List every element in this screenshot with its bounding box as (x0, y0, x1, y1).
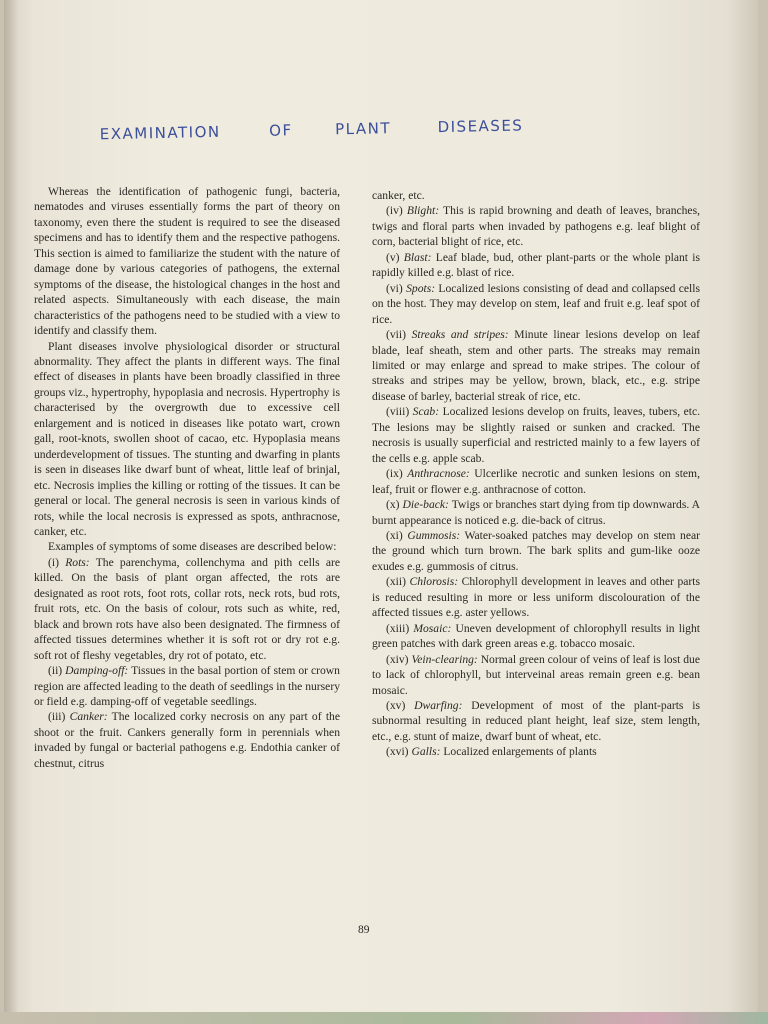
item-text: The localized corky necrosis on any part of the shoot or the fruit. Cankers generally form in perennials when invaded by fungal or bacterial pathogens e.g. Endothia canker of chestnut, citrus (34, 710, 340, 770)
symptom-canker (34, 709, 340, 771)
item-number: (iv) (386, 204, 403, 218)
item-number: (ix) (386, 467, 403, 481)
item-number: (xiii) (386, 621, 410, 635)
symptom-chlorosis (372, 574, 700, 620)
item-text: This is rapid browning and death of leaves, branches, twigs and floral parts when invaded by pathogens e.g. leaf blight of corn, bacterial blight of rice, etc. (372, 204, 700, 249)
book-page (4, 0, 758, 1024)
symptom-scab (372, 404, 700, 466)
item-term: Gummosis: (407, 528, 461, 542)
symptom-anthracnose (372, 466, 700, 497)
item-term: Anthracnose: (407, 467, 470, 481)
item-term: Mosaic: (413, 621, 452, 635)
left-column (34, 184, 340, 771)
item-text: Water-soaked patches may develop on stem near the ground which turn brown. The bark splits and gum-like ooze exudes e.g. gummosis of citrus. (372, 528, 700, 573)
item-term: Rots: (65, 555, 90, 569)
symptom-damping-off (34, 663, 340, 709)
item-term: Canker: (69, 710, 108, 724)
symptom-die-back (372, 497, 700, 528)
item-term: Chlorosis: (409, 575, 459, 589)
item-number: (xii) (386, 575, 406, 589)
item-text: Localized lesions develop on fruits, leaves, tubers, etc. The lesions may be slightly raised or sunken and cracked. The necrosis is usually superficial and restricted mainly to a few layers of the cells e.g. apple scab. (372, 405, 700, 465)
canker-continuation: canker, etc. (372, 189, 425, 202)
examples-intro: Examples of symptoms of some diseases are described below: (48, 540, 337, 554)
item-text: Tissues in the basal portion of stem or crown region are affected leading to the death of seedlings in the nursery or field e.g. damping-off of vegetable seedlings. (34, 664, 340, 708)
item-term: Blast: (403, 250, 432, 264)
item-number: (v) (386, 250, 400, 264)
item-term: Scab: (412, 405, 440, 419)
title-word-1: EXAMINATION (99, 122, 221, 144)
background-cover-strip (0, 1012, 768, 1024)
item-term: Streaks and stripes: (411, 328, 509, 342)
item-number: (iii) (48, 710, 66, 724)
item-text: Localized lesions consisting of dead and collapsed cells on the host. They may develop on stem, leaf and fruit e.g. leaf spot of rice. (372, 281, 700, 326)
item-text: The parenchyma, collenchyma and pith cells are killed. On the basis of plant organ affected, the rots are designated as root rots, foot rots, collar rots, neck rots, bud rots, fruit rots, etc. On the basis of colour, rots such as white, red, black and brown rots have also been designated. The firmness of affected tissues determines whether it is soft rot or dry rot e.g. soft rot of fleshy vegetables, dry rot of potato, etc. (34, 555, 340, 662)
symptom-blast (372, 250, 700, 281)
symptom-rots (34, 555, 340, 663)
item-text: Ulcerlike necrotic and sunken lesions on stem, leaf, fruit or flower e.g. anthracnose of cotton. (372, 467, 700, 496)
item-term: Galls: (411, 745, 441, 759)
symptom-streaks (372, 327, 700, 404)
item-text: Chlorophyll development in leaves and other parts is reduced resulting in more or less uniform discolouration of the affected tissues e.g. aster yellows. (372, 575, 700, 620)
item-number: (xv) (386, 698, 406, 712)
symptom-galls (372, 744, 700, 759)
item-number: (ii) (48, 664, 63, 678)
item-text: Minute linear lesions develop on leaf blade, leaf sheath, stem and other parts. The streaks may remain limited or may enlarge and spread to make stripes. The colour of streaks and stripes may be yellow, brown, black, etc., e.g. stripe disease of barley, bacterial streak of rice, etc. (372, 328, 701, 403)
item-term: Die-back: (402, 498, 449, 512)
item-number: (vii) (386, 328, 406, 342)
item-text: Localized enlargements of plants (443, 745, 597, 759)
symptom-mosaic (372, 621, 700, 652)
symptom-blight (372, 203, 700, 249)
item-term: Vein-clearing: (411, 652, 478, 666)
item-number: (x) (386, 498, 400, 512)
title-word-4: DISEASES (437, 116, 524, 137)
item-number: (xiv) (386, 652, 409, 666)
item-text: Development of most of the plant-parts is subnormal resulting in reduced plant height, leaf size, stem length, etc., e.g. stunt of maize, dwarf bunt of wheat, etc. (372, 698, 700, 743)
item-term: Dwarfing: (414, 698, 463, 712)
item-number: (xvi) (386, 745, 409, 759)
disease-effects-paragraph: Plant diseases involve physiological disorder or structural abnormality. They affect the plants in different ways. The final effect of diseases in plants have been broadly classified in three groups viz., hypertrophy, hypoplasia and necrosis. Hypertrophy is characterised by the overgrowth due to excessive cell enlargement and is noticed in diseases like potato wart, crown gall, root-knots, swollen shoot of cacao, etc. Hypoplasia means underdevelopment of tissues. The stunting and dwarfing in plants is seen in diseases like dwarf bunt of wheat, little leaf of brinjal, etc. Necrosis implies the killing or rotting of the tissues. It can be general or local. The general necrosis is seen in various kinds of rots, while the local necrosis is expressed as spots, anthracnose, canker, etc. (34, 339, 340, 538)
right-column (372, 188, 700, 760)
item-number: (viii) (386, 405, 410, 419)
symptom-gummosis (372, 528, 700, 574)
symptom-vein-clearing (372, 652, 700, 698)
item-text: Normal green colour of veins of leaf is lost due to lack of chlorophyll, but interveinal areas remain green e.g. bean mosaic. (372, 652, 700, 697)
item-number: (xi) (386, 528, 403, 542)
item-term: Blight: (406, 204, 440, 218)
intro-paragraph: Whereas the identification of pathogenic fungi, bacteria, nematodes and viruses essentially forms the part of theory on taxonomy, even there the student is required to see the diseased specimens and has to identify them and the respective pathogens. This section is aimed to familiarize the student with the nature of damage done by various categories of pathogens, the external symptoms of the disease, the histological changes in the host and related aspects. Simultaneously with each disease, the main characteristics of the pathogens need to be studied with a view to identify and classify them. (34, 185, 340, 338)
symptom-dwarfing (372, 698, 700, 744)
title-word-2: OF (268, 121, 293, 140)
symptom-spots (372, 281, 700, 327)
item-term: Spots: (406, 281, 436, 295)
page-spine-shadow (4, 0, 18, 1024)
item-text: Twigs or branches start dying from tip downwards. A burnt appearance is noticed e.g. die-back of citrus. (372, 498, 700, 527)
item-number: (vi) (386, 281, 403, 295)
item-term: Damping-off: (65, 664, 129, 678)
page-number: 89 (358, 924, 370, 936)
item-text: Uneven development of chlorophyll results in light green patches with dark green areas e.g. tobacco mosaic. (372, 621, 700, 651)
handwritten-title (100, 115, 601, 165)
item-number: (i) (48, 555, 59, 569)
title-word-3: PLANT (334, 119, 392, 139)
item-text: Leaf blade, bud, other plant-parts or the whole plant is rapidly killed e.g. blast of rice. (372, 250, 700, 280)
